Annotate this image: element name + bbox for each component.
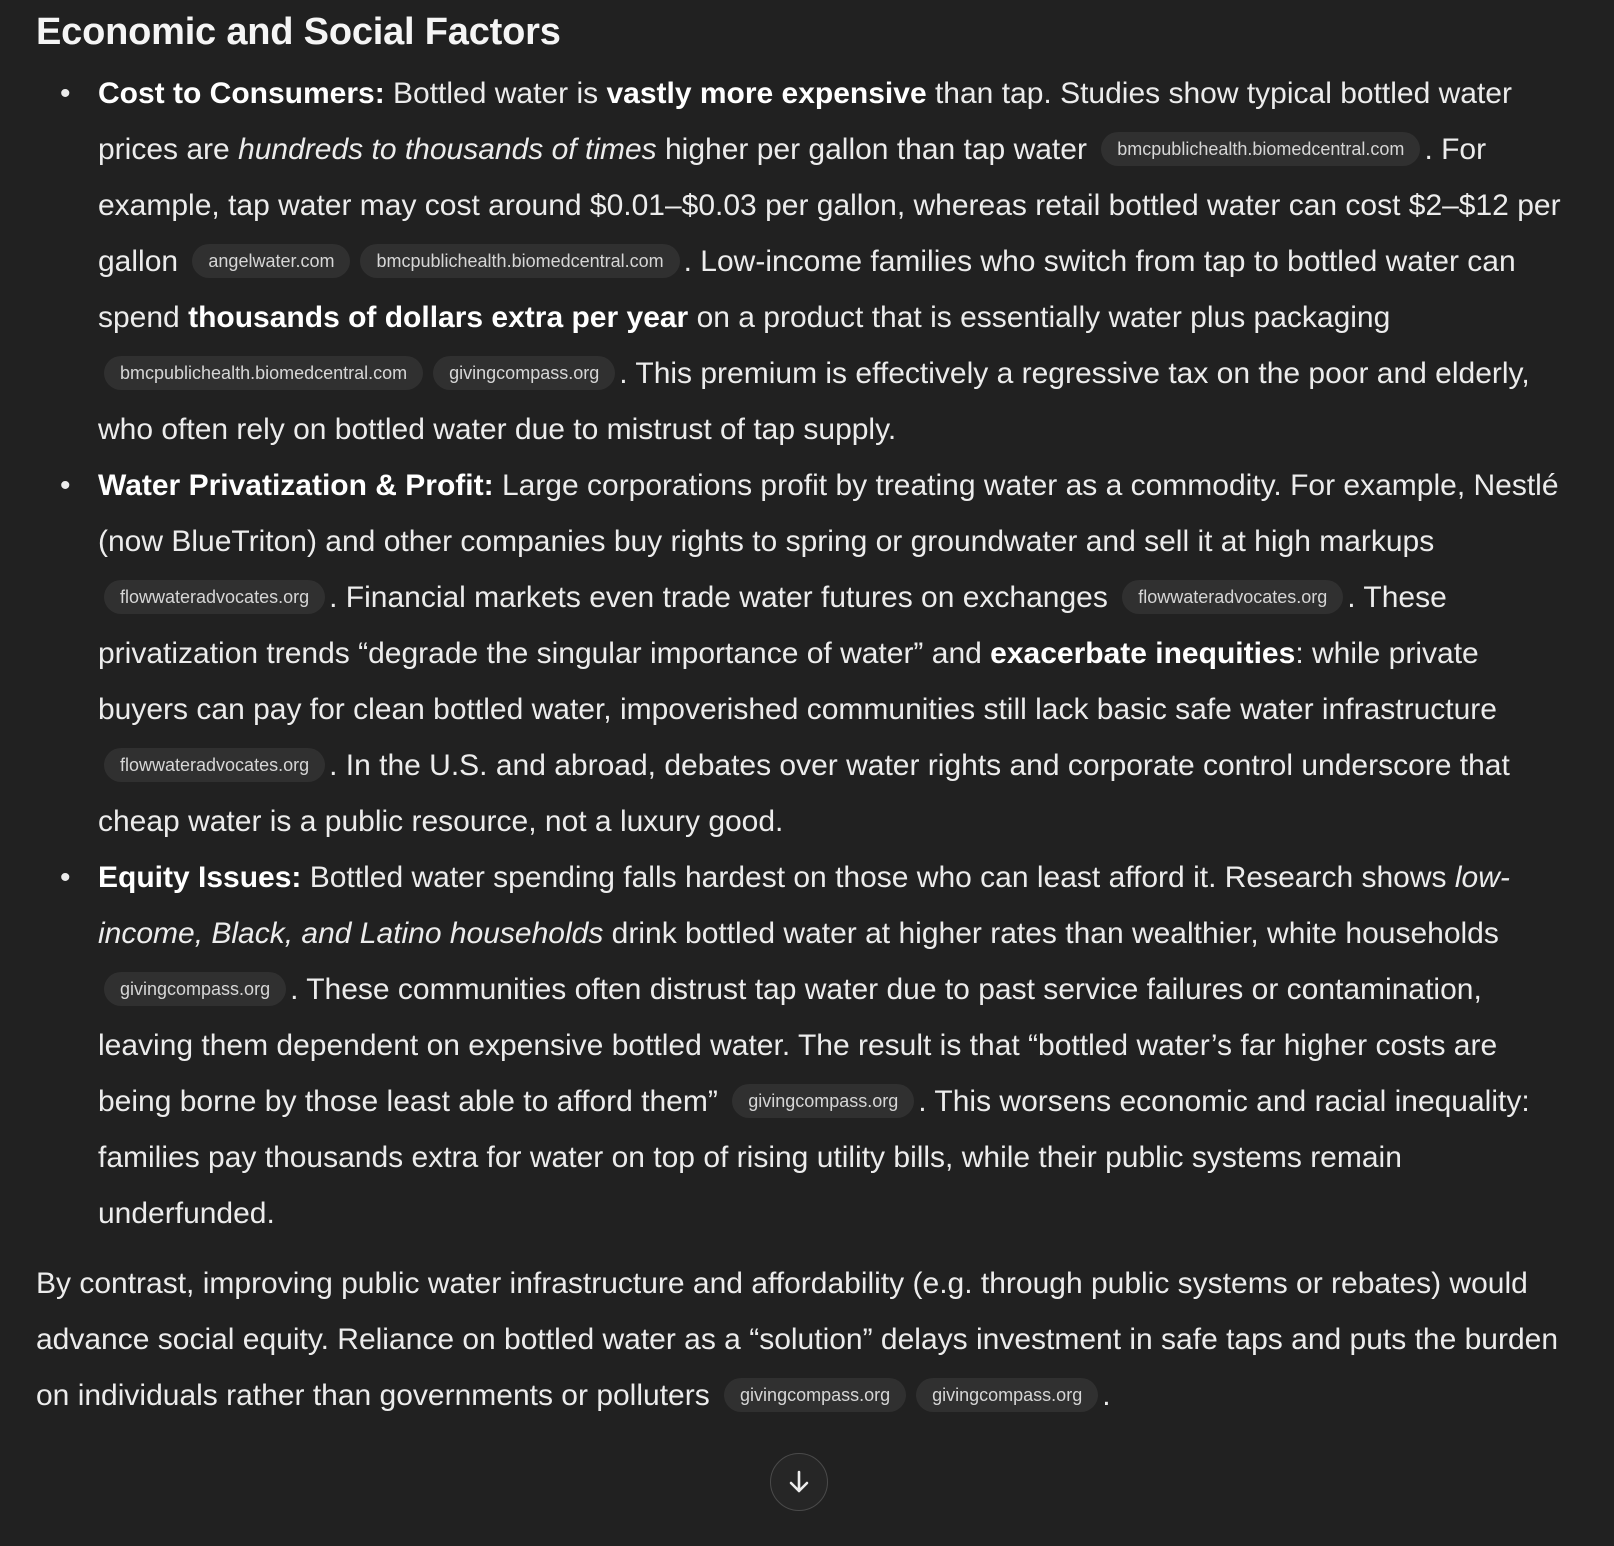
list-item-cost: • Cost to Consumers: Bottled water is vastly more expensive than tap. Studies show typical bottled water prices are hundreds to thousands of times higher per gallon than tap water bmcpublichealth.biomedcentral.com . For example, tap water may cost around $0.01–$0.03 per gallon, whereas retail bottled water can cost $2–$12 per gallon angelwater.com bmcpublichealth.biomedcentral.com . Low-income families who switch from tap to bottled water can spend thousands of dollars extra per year on a product that is essentially water plus packaging bmcpublichealth.biomedcentral.com givingcompass.org . This premium is effectively a regressive tax on the poor and elderly, who often rely on bottled water due to mistrust of tap supply.	[98, 66, 1576, 458]
citation-chip[interactable]: givingcompass.org	[732, 1084, 914, 1118]
bullet-list	[36, 66, 1576, 1242]
citation-chip[interactable]: givingcompass.org	[104, 972, 286, 1006]
message-content	[36, 0, 1576, 1424]
citation-chip[interactable]: flowwateradvocates.org	[104, 748, 325, 782]
bullet-dot: •	[60, 469, 71, 502]
citation-chip[interactable]: givingcompass.org	[724, 1378, 906, 1412]
citation-chip[interactable]: givingcompass.org	[916, 1378, 1098, 1412]
citation-chip[interactable]: bmcpublichealth.biomedcentral.com	[1101, 132, 1420, 166]
citation-chip[interactable]: bmcpublichealth.biomedcentral.com	[360, 244, 679, 278]
section-heading: Economic and Social Factors	[36, 11, 561, 53]
arrow-down-icon	[784, 1467, 814, 1497]
item-title: Water Privatization & Profit:	[98, 469, 494, 502]
citation-chip[interactable]: flowwateradvocates.org	[104, 580, 325, 614]
citation-chip[interactable]: flowwateradvocates.org	[1122, 580, 1343, 614]
citation-chip[interactable]: givingcompass.org	[433, 356, 615, 390]
list-item-equity: • Equity Issues: Bottled water spending falls hardest on those who can least afford it. Research shows low-income, Black, and Latino households drink bottled water at higher rates than wealthier, white households givingcompass.org . These communities often distrust tap water due to past service failures or contamination, leaving them dependent on expensive bottled water. The result is that “bottled water’s far higher costs are being borne by those least able to afford them” givingcompass.org . This worsens economic and racial inequality: families pay thousands extra for water on top of rising utility bills, while their public systems remain underfunded.	[98, 850, 1576, 1242]
item-title: Equity Issues:	[98, 861, 302, 894]
citation-chip[interactable]: angelwater.com	[192, 244, 350, 278]
bullet-dot: •	[60, 77, 71, 110]
list-item-privatization: • Water Privatization & Profit: Large corporations profit by treating water as a commodity. For example, Nestlé (now BlueTriton) and other companies buy rights to spring or groundwater and sell it at high markups flowwateradvocates.org . Financial markets even trade water futures on exchanges flowwateradvocates.org . These privatization trends “degrade the singular importance of water” and exacerbate inequities: while private buyers can pay for clean bottled water, impoverished communities still lack basic safe water infrastructure flowwateradvocates.org . In the U.S. and abroad, debates over water rights and corporate control underscore that cheap water is a public resource, not a luxury good.	[98, 458, 1576, 850]
closing-paragraph: By contrast, improving public water infrastructure and affordability (e.g. through public systems or rebates) would advance social equity. Reliance on bottled water as a “solution” delays investment in safe taps and puts the burden on individuals rather than governments or polluters givingcompass.org givingcompass.org .	[36, 1267, 1559, 1412]
item-title: Cost to Consumers:	[98, 77, 385, 110]
bullet-dot: •	[60, 861, 71, 894]
citation-chip[interactable]: bmcpublichealth.biomedcentral.com	[104, 356, 423, 390]
scroll-to-bottom-button[interactable]	[770, 1453, 828, 1511]
